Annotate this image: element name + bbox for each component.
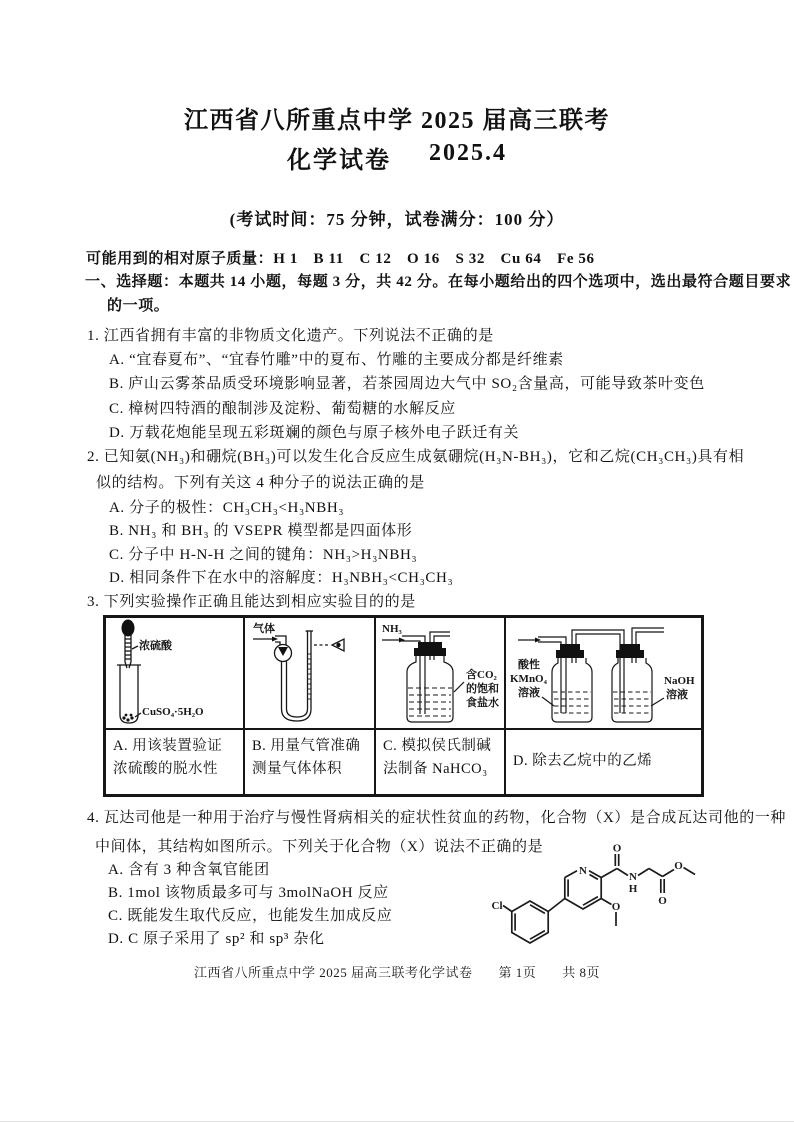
funnel-valve-icon <box>278 647 288 656</box>
question-4-option-b: B. 1mol 该物质最多可与 3molNaOH 反应 <box>108 885 389 901</box>
question-1-stem: 1. 江西省拥有丰富的非物质文化遗产。下列说法不正确的是 <box>87 328 494 344</box>
compound-structure <box>488 843 738 961</box>
question-3-stem: 3. 下列实验操作正确且能达到相应实验目的的是 <box>87 594 416 610</box>
conc-sulfuric-acid-label: 浓硫酸 <box>139 640 172 652</box>
question-2-option-d: D. 相同条件下在水中的溶解度：H₃NBH₃<CH₃CH₃ <box>109 570 454 586</box>
question-4-stem-line2: 中间体，其结构如图所示。下列关于化合物（X）说法不正确的是 <box>95 839 544 855</box>
kmno4-label-line3: 溶液 <box>518 687 540 699</box>
question-1-option-c: C. 樟树四特酒的酿制涉及淀粉、葡萄糖的水解反应 <box>109 401 456 417</box>
exam-subject: 化学试卷 <box>287 148 391 174</box>
question-1-option-d: D. 万载花炮能呈现五彩斑斓的颜色与原子核外电子跃迁有关 <box>109 425 520 441</box>
question-1-option-b: B. 庐山云雾茶品质受环境影响显著，若茶园周边大气中 SO₂含量高，可能导致茶叶变色 <box>109 376 705 392</box>
kmno4-label-line2: KMnO₄ <box>510 673 547 685</box>
section-header-line2: 的一项。 <box>107 298 170 314</box>
question-4-option-d: D. C 原子采用了 sp² 和 sp³ 杂化 <box>108 931 325 947</box>
question-1-option-a: A. “宜春夏布”、“宜春竹雕”中的夏布、竹雕的主要成分都是纤维素 <box>109 352 564 368</box>
experiment-a-diagram <box>105 617 244 729</box>
question-4-stem-line1: 4. 瓦达司他是一种用于治疗与慢性肾病相关的症状性贫血的药物，化合物（X）是合成瓦达司他的一种 <box>87 810 787 826</box>
atomic-masses: 可能用到的相对原子质量：H 1 B 11 C 12 O 16 S 32 Cu 64 Fe 56 <box>86 251 595 267</box>
experiment-d-caption: D. 除去乙烷中的乙烯 <box>505 729 702 795</box>
ester-o-label: O <box>674 860 683 872</box>
nh3-arrow-icon <box>399 638 405 643</box>
kmno4-label-line1: 酸性 <box>518 659 540 671</box>
brine-label-line3: 食盐水 <box>466 697 499 709</box>
pyridine-n-label: N <box>579 865 587 877</box>
experiment-c-diagram <box>375 617 505 729</box>
gas-arrow-icon <box>272 637 278 642</box>
amide-n-label: N <box>629 871 637 883</box>
cl-atom-label: Cl <box>491 900 503 912</box>
question-4-option-a: A. 含有 3 种含氧官能团 <box>108 862 270 878</box>
experiment-b-diagram <box>244 617 375 729</box>
footer-page-total: 共 8页 <box>562 965 601 980</box>
question-2-option-a: A. 分子的极性：CH₃CH₃<H₃NBH₃ <box>109 500 345 516</box>
cuso4-label: CuSO₄·5H₂O <box>142 706 204 718</box>
question-2-stem-line1: 2. 已知氨(NH₃)和硼烷(BH₃)可以发生化合反应生成氨硼烷(H₃N-BH₃)，它和乙烷(CH₃CH₃)具有相 <box>87 449 745 465</box>
question-2-option-b: B. NH₃ 和 BH₃ 的 VSEPR 模型都是四面体形 <box>109 523 413 539</box>
exam-info: (考试时间：75 分钟，试卷满分：100 分） <box>229 210 565 229</box>
ester-carbonyl-o-label: O <box>658 895 667 907</box>
exam-title: 江西省八所重点中学 2025 届高三联考 <box>184 108 610 134</box>
naoh-label-line2: 溶液 <box>666 689 688 701</box>
page-footer <box>0 962 794 981</box>
question-4-option-c: C. 既能发生取代反应，也能发生加成反应 <box>108 908 393 924</box>
experiment-b-caption: B. 用量气管准确测量气体体积 <box>244 729 375 795</box>
experiment-c-caption: C. 模拟侯氏制碱法制备 NaHCO₃ <box>375 729 505 795</box>
brine-label-line1: 含CO₂ <box>466 669 497 681</box>
exam-subtitle-row <box>0 140 794 175</box>
question-2-option-c: C. 分子中 H-N-H 之间的键角：NH₃>H₃NBH₃ <box>109 547 418 563</box>
brine-label-line2: 的饱和 <box>466 683 499 695</box>
dropper-bulb-icon <box>122 620 135 637</box>
experiment-a-caption: A. 用该装置验证浓硫酸的脱水性 <box>105 729 244 795</box>
amide-o-label: O <box>612 843 622 855</box>
exam-date: 2025.4 <box>429 140 507 166</box>
experiment-d-diagram <box>505 617 702 729</box>
question-2-stem-line2: 似的结构。下列有关这 4 种分子的说法正确的是 <box>96 475 425 491</box>
nh3-label: NH₃ <box>382 623 402 635</box>
methoxy-o-label: O <box>611 901 621 913</box>
gas-label: 气体 <box>253 623 275 635</box>
naoh-label-line1: NaOH <box>664 675 695 687</box>
footer-doc-title: 江西省八所重点中学 2025 届高三联考化学试卷 <box>193 965 473 980</box>
footer-page-number: 第 1页 <box>498 965 537 980</box>
amide-h-label: H <box>628 883 638 895</box>
section-header-line1: 一、选择题：本题共 14 小题，每题 3 分，共 42 分。在每小题给出的四个选项中，选出最符合题目要求 <box>85 274 792 290</box>
eye-icon <box>332 639 344 651</box>
experiment-table <box>103 615 704 797</box>
